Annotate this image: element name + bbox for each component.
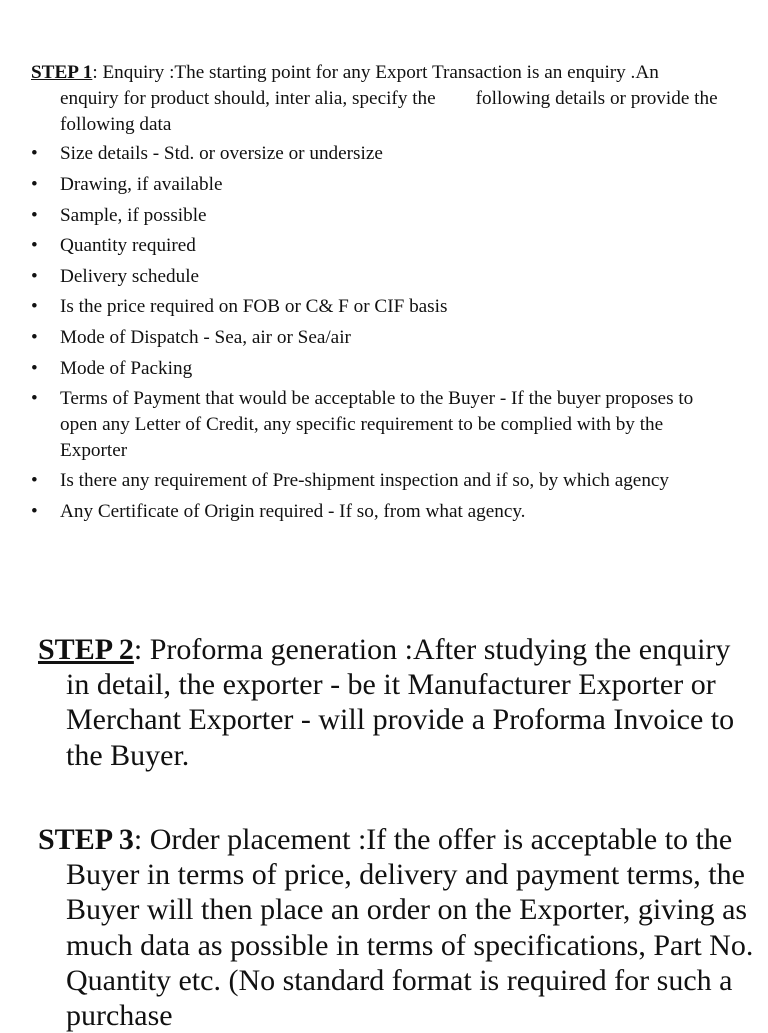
list-item: • Size details - Std. or oversize or undersize — [31, 141, 721, 167]
step-1-section — [31, 60, 721, 530]
step-2-section — [38, 632, 756, 773]
list-item: • Quantity required — [31, 233, 721, 259]
list-item: • Drawing, if available — [31, 172, 721, 198]
step-1-intro-continued: following details or provide the following data — [60, 87, 718, 135]
bullet-icon: • — [31, 500, 38, 522]
step-1-intro: : Enquiry :The starting point for any Export Transaction is an enquiry .An enquiry for product should, inter alia, specify the — [60, 62, 659, 109]
list-item: • Is there any requirement of Pre-shipment inspection and if so, by which agency — [31, 468, 721, 494]
list-item: • Sample, if possible — [31, 203, 721, 229]
list-item: • Terms of Payment that would be acceptable to the Buyer - If the buyer proposes to open any Letter of Credit, any specific requirement to be complied with by the Exporter — [31, 388, 694, 461]
step-3-label: STEP 3 — [38, 823, 134, 856]
bullet-icon: • — [31, 204, 38, 226]
bullet-icon: • — [31, 326, 38, 348]
bullet-icon: • — [31, 388, 38, 410]
bullet-icon: • — [31, 470, 38, 492]
step-1-heading — [31, 60, 721, 137]
step-2-text: : Proforma generation :After studying the enquiry in detail, the exporter - be it Manufacturer Exporter or Merchant Exporter - will provide a Proforma Invoice to the Buyer. — [66, 633, 735, 772]
bullet-icon: • — [31, 265, 38, 287]
list-item: • Delivery schedule — [31, 264, 721, 290]
list-item: • Any Certificate of Origin required - If so, from what agency. — [31, 499, 721, 525]
list-item: • Mode of Packing — [31, 356, 721, 382]
bullet-icon: • — [31, 143, 38, 165]
list-item: • Is the price required on FOB or C& F or CIF basis — [31, 294, 721, 320]
step-3-text: : Order placement :If the offer is acceptable to the Buyer in terms of price, delivery and payment terms, the Buyer will then place an order on the Exporter, giving as much data as possible in terms of specifications, Part No. Quantity etc. (No standard format is required for such a purchase — [66, 823, 754, 1033]
step-3-section — [38, 822, 756, 1033]
enquiry-details-list — [31, 141, 721, 524]
bullet-icon: • — [31, 296, 38, 318]
bullet-icon: • — [31, 173, 38, 195]
step-2-label: STEP 2 — [38, 633, 134, 666]
bullet-icon: • — [31, 357, 38, 379]
list-item: • Mode of Dispatch - Sea, air or Sea/air — [31, 325, 721, 351]
bullet-icon: • — [31, 235, 38, 257]
step-1-label: STEP 1 — [31, 62, 93, 83]
